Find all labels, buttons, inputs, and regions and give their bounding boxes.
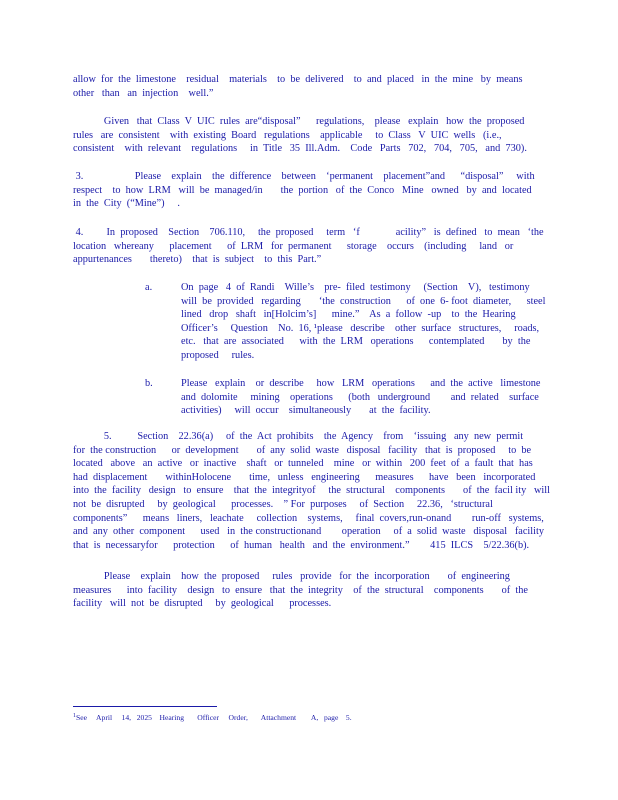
text-line: etc. that are associated with the LRM operations contemplated by the bbox=[181, 336, 531, 348]
text-line: and dolomite mining operations (both underground and related surface bbox=[181, 391, 539, 403]
text-line: had displacement withinHolocene time, unless engineering measures have been incorporated bbox=[73, 471, 536, 483]
text-line: appurtenances thereto) that is subject to this Part.” bbox=[73, 254, 322, 266]
footnote-marker: 1 bbox=[73, 713, 76, 719]
text-line: respect to how LRM will be managed/in the portion of the Conco Mine owned by and located bbox=[73, 184, 532, 196]
text-line: facility will not be disrupted by geological processes. bbox=[73, 598, 332, 610]
text-line: located above an active or inactive shaft or tunneled mine or within 200 feet of a fault that has bbox=[73, 458, 533, 470]
text-line: lined drop shaft in[Holcim’s] mine.” As a follow -up to the Hearing bbox=[181, 309, 516, 321]
text-line: activities) will occur simultaneously at the facility. bbox=[181, 405, 431, 417]
paragraph-limestone-residual bbox=[73, 73, 543, 100]
text-line: Please explain or describe how LRM operations and the active limestone bbox=[181, 378, 541, 389]
text-line: and any other component used in the constructionand operation of a solid waste disposal facility bbox=[73, 526, 544, 538]
text-line: in the City (“Mine”) . bbox=[73, 198, 180, 210]
text-line: allow for the limestone residual materials to be delivered to and placed in the mine by means bbox=[73, 74, 523, 85]
text-line: 5. Section 22.36(a) of the Act prohibits the Agency from ‘issuing any new permit bbox=[73, 431, 524, 442]
list-item-label: a. bbox=[145, 282, 153, 293]
paragraph-class-v-uic bbox=[73, 115, 543, 156]
list-item-text bbox=[181, 281, 546, 363]
text-line: 3. Please explain the difference between ‘permanent placement”and “disposal” with bbox=[73, 171, 535, 182]
paragraph-engineering-measures bbox=[73, 570, 543, 611]
text-line: components” means liners, leachate collection systems, final covers,run-onand run-off systems, bbox=[73, 512, 544, 524]
text-line: 4. In proposed Section 706.110, the proposed term ‘f acility” is defined to mean ‘the bbox=[73, 227, 544, 238]
text-line: Please explain how the proposed rules provide for the incorporation of engineering bbox=[73, 571, 510, 582]
text-line: measures into facility design to ensure that the integrity of the structural components of the bbox=[73, 584, 528, 596]
list-item-text bbox=[181, 377, 541, 418]
text-line: into the facility design to ensure that the integrityof the structural components of the facil ity will bbox=[73, 485, 550, 497]
text-line: location whereany placement of LRM for permanent storage occurs (including land or bbox=[73, 240, 514, 252]
text-line: Officer’s Question No. 16, ¹please describe other surface structures, roads, bbox=[181, 322, 540, 334]
text-line: will be provided regarding ‘the construction of one 6- foot diameter, steel bbox=[181, 295, 546, 307]
footnote bbox=[73, 713, 352, 723]
text-line: On page 4 of Randi Wille’s pre- filed testimony (Section V), testimony bbox=[181, 282, 530, 293]
text-line: that is necessaryfor protection of human health and the environment.” 415 ILCS 5/22.36(b). bbox=[73, 539, 530, 551]
footnote-separator bbox=[73, 706, 217, 707]
text-line: proposed rules. bbox=[181, 349, 255, 361]
list-item-label: b. bbox=[145, 378, 153, 389]
footnote-text: See April 14, 2025 Hearing Officer Order, Attachment A, page 5. bbox=[76, 713, 352, 722]
text-line: rules are consistent with existing Board regulations applicable to Class V UIC wells (i.e., bbox=[73, 129, 502, 141]
paragraph-5-section-22-36 bbox=[73, 430, 550, 552]
text-line: not be disrupted by geological processes. ” For purposes of Section 22.36, ‘structural bbox=[73, 498, 493, 510]
text-line: other than an injection well.” bbox=[73, 87, 214, 99]
text-line: for the construction or development of any solid waste disposal facility that is proposed to be bbox=[73, 444, 532, 456]
text-line: Given that Class V UIC rules are“disposal” regulations, please explain how the proposed bbox=[73, 116, 525, 127]
paragraph-3-permanent-placement bbox=[73, 170, 543, 211]
text-line: consistent with relevant regulations in Title 35 Ill.Adm. Code Parts 702, 704, 705, and 730). bbox=[73, 143, 527, 155]
paragraph-4-section-706 bbox=[73, 226, 543, 267]
